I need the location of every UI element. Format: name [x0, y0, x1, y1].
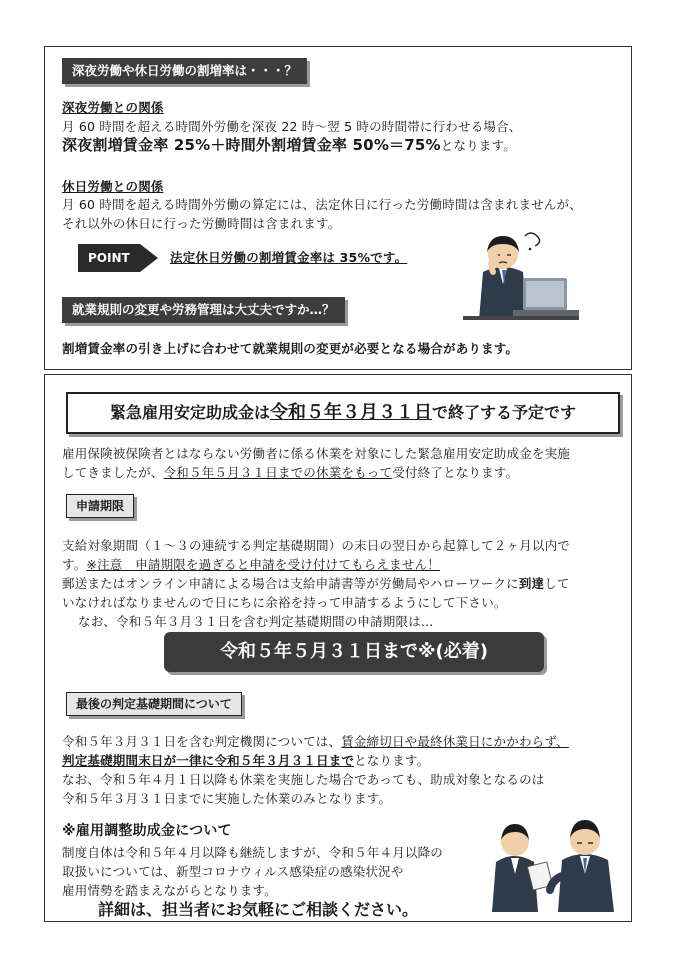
deadline-label	[66, 494, 134, 518]
night-formula: 深夜割増賃金率 25%＋時間外割増賃金率 50%＝75%	[62, 136, 441, 154]
holiday-heading: 休日労働との関係	[62, 179, 164, 194]
headline-date: 令和５年３月３１日	[270, 402, 432, 423]
holiday-line-1: 月 60 時間を超える時間外労働の算定には、法定休日に行った労働時間は含まれませんが、	[62, 197, 582, 212]
final-period-label-text: 最後の判定基礎期間について	[76, 697, 232, 711]
intro-line-2-underlined: 令和５年５月３１日までの休業をもって	[163, 465, 393, 480]
koyo-line-1: 制度自体は令和５年４月以降も継続しますが、令和５年４月以降の	[62, 845, 444, 860]
final-line-2	[62, 751, 429, 770]
deadline-pill	[164, 632, 544, 672]
holiday-line-2: それ以外の休日に行った労働時間は含まれます。	[62, 216, 341, 231]
final-line-2-post: となります。	[354, 753, 430, 768]
deadline-line-5: なお、令和５年３月３１日を含む判定基礎期間の申請期限は…	[78, 614, 434, 629]
deadline-warning: ※注意 申請期限を過ぎると申請を受け付けてもらえません！	[86, 557, 440, 572]
rules-text: 割増賃金率の引き上げに合わせて就業規則の変更が必要となる場合があります。	[62, 341, 519, 356]
night-holiday-banner	[62, 58, 307, 84]
night-heading: 深夜労働との関係	[62, 100, 164, 115]
night-holiday-banner-text: 深夜労働や休日労働の割増率は・・・？	[72, 63, 298, 78]
night-formula-suffix: となります。	[440, 138, 516, 153]
deadline-line-1: 支給対象期間（１～３の連続する判定基礎期間）の末日の翌日から起算して２ヶ月以内で	[62, 538, 571, 553]
rules-banner-text: 就業規則の変更や労務管理は大丈夫ですか…？	[72, 302, 335, 317]
headline-post: で終了する予定です	[432, 403, 577, 422]
rules-banner	[62, 297, 345, 323]
night-formula-line	[62, 136, 516, 155]
deadline-label-text: 申請期限	[76, 499, 125, 513]
worried-worker-illustration	[463, 228, 579, 320]
closing-message: 詳細は、担当者にお気軽にご相談ください。	[98, 900, 419, 919]
koyo-heading: ※雇用調整助成金について	[62, 823, 232, 839]
intro-line-2-post: 受付終了となります。	[392, 465, 519, 480]
deadline-line-4: いなければなりませんので日にちに余裕を持って申請するようにして下さい。	[62, 595, 507, 610]
deadline-line-3-pre: 郵送またはオンライン申請による場合は支給申請書等が労働局やハローワークに	[62, 576, 519, 591]
final-line-3: なお、令和５年４月１日以降も休業を実施した場合であっても、助成対象となるのは	[62, 772, 545, 787]
night-line-1: 月 60 時間を超える時間外労働を深夜 22 時～翌 5 時の時間帯に行わせる場合、	[62, 119, 522, 134]
final-line-4: 令和５年３月３１日までに実施した休業のみとなります。	[62, 791, 392, 806]
deadline-line-3	[62, 574, 570, 593]
deadline-line-2	[62, 555, 440, 574]
point-label: POINT	[88, 251, 130, 265]
final-line-1-underlined: 賃金締切日や最終休業日にかかわらず、	[341, 734, 569, 749]
deadline-arrival: 到達	[518, 576, 545, 591]
intro-line-2-pre: してきましたが、	[62, 465, 164, 480]
final-line-1-pre: 令和５年３月３１日を含む判定機関については、	[62, 734, 342, 749]
intro-line-1: 雇用保険被保険者とはならない労働者に係る休業を対象にした緊急雇用安定助成金を実施	[62, 446, 571, 461]
headline-box	[66, 392, 620, 434]
final-line-1	[62, 732, 569, 751]
deadline-line-2-pre: す。	[62, 557, 87, 572]
deadline-pill-text: 令和５年５月３１日まで※(必着)	[220, 641, 488, 662]
point-text: 法定休日労働の割増賃金率は 35%です。	[170, 250, 408, 265]
consultation-illustration	[492, 806, 622, 912]
koyo-line-2: 取扱いについては、新型コロナウィルス感染症の感染状況や	[62, 864, 404, 879]
deadline-line-3-post: して	[544, 576, 570, 591]
intro-line-2	[62, 463, 518, 482]
koyo-line-3: 雇用情勢を踏まえながらとなります。	[62, 883, 277, 898]
headline-pre: 緊急雇用安定助成金は	[109, 403, 270, 422]
final-line-2-underlined: 判定基礎期間末日が一律に令和５年３月３１日まで	[62, 753, 355, 768]
final-period-label	[66, 692, 242, 716]
